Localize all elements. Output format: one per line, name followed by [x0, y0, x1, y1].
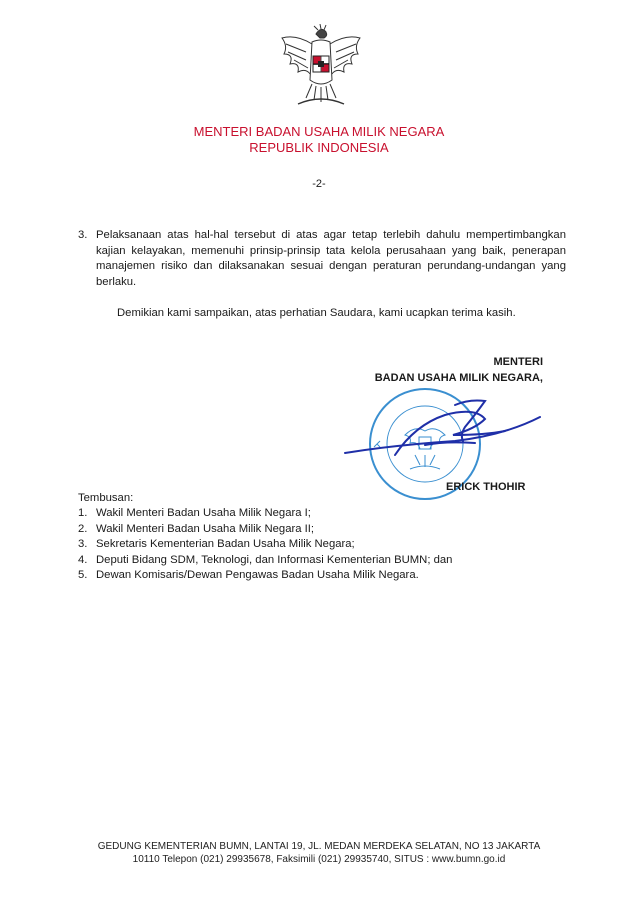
point-text: Pelaksanaan atas hal-hal tersebut di atas agar tetap terlebih dahulu mempertimbangkan kajian kelayakan, memenuhi prinsip-prinsip tata kelola perusahaan yang baik, penerapan manajemen risiko dan dilaksanakan sesuai dengan peraturan perundang-undangan yang berlaku.	[96, 229, 566, 288]
point-number: 3.	[78, 229, 88, 241]
list-item-text: Sekretaris Kementerian Badan Usaha Milik Negara;	[96, 538, 355, 550]
list-item-text: Deputi Bidang SDM, Teknologi, dan Informasi Kementerian BUMN; dan	[96, 553, 453, 566]
header-title-line2: REPUBLIK INDONESIA	[249, 140, 389, 155]
garuda-emblem-icon	[276, 24, 366, 112]
page-number: -2-	[312, 178, 326, 190]
footer-address-line2: 10110 Telepon (021) 29935678, Faksimili (021) 29935740, SITUS : www.bumn.go.id	[132, 854, 506, 865]
footer-address-line1: GEDUNG KEMENTERIAN BUMN, LANTAI 19, JL. MEDAN MERDEKA SELATAN, NO 13 JAKARTA	[97, 841, 541, 852]
list-item-text: Wakil Menteri Badan Usaha Milik Negara I;	[96, 507, 311, 519]
list-item-number: 4.	[78, 553, 88, 566]
list-item-number: 1.	[78, 507, 88, 519]
list-item-number: 5.	[78, 569, 88, 581]
closing-sentence: Demikian kami sampaikan, atas perhatian Saudara, kami ucapkan terima kasih.	[117, 307, 516, 319]
list-item	[78, 506, 558, 522]
signature-scribble	[335, 395, 545, 475]
signatory-title-line1: MENTERI	[493, 356, 543, 368]
list-item-text: Dewan Komisaris/Dewan Pengawas Badan Usaha Milik Negara.	[96, 569, 419, 581]
list-item-number: 2.	[78, 522, 88, 535]
list-item	[78, 553, 558, 569]
list-item	[78, 522, 558, 538]
list-item	[78, 537, 558, 553]
signatory-name: ERICK THOHIR	[446, 481, 526, 493]
list-item-text: Wakil Menteri Badan Usaha Milik Negara II;	[96, 522, 315, 535]
header-title-line1: MENTERI BADAN USAHA MILIK NEGARA	[193, 124, 445, 139]
list-item-number: 3.	[78, 538, 88, 550]
signatory-title-line2: BADAN USAHA MILIK NEGARA,	[374, 372, 543, 384]
copy-recipients-label: Tembusan:	[78, 492, 134, 504]
copy-recipients-list	[78, 506, 558, 584]
list-item	[78, 568, 558, 584]
